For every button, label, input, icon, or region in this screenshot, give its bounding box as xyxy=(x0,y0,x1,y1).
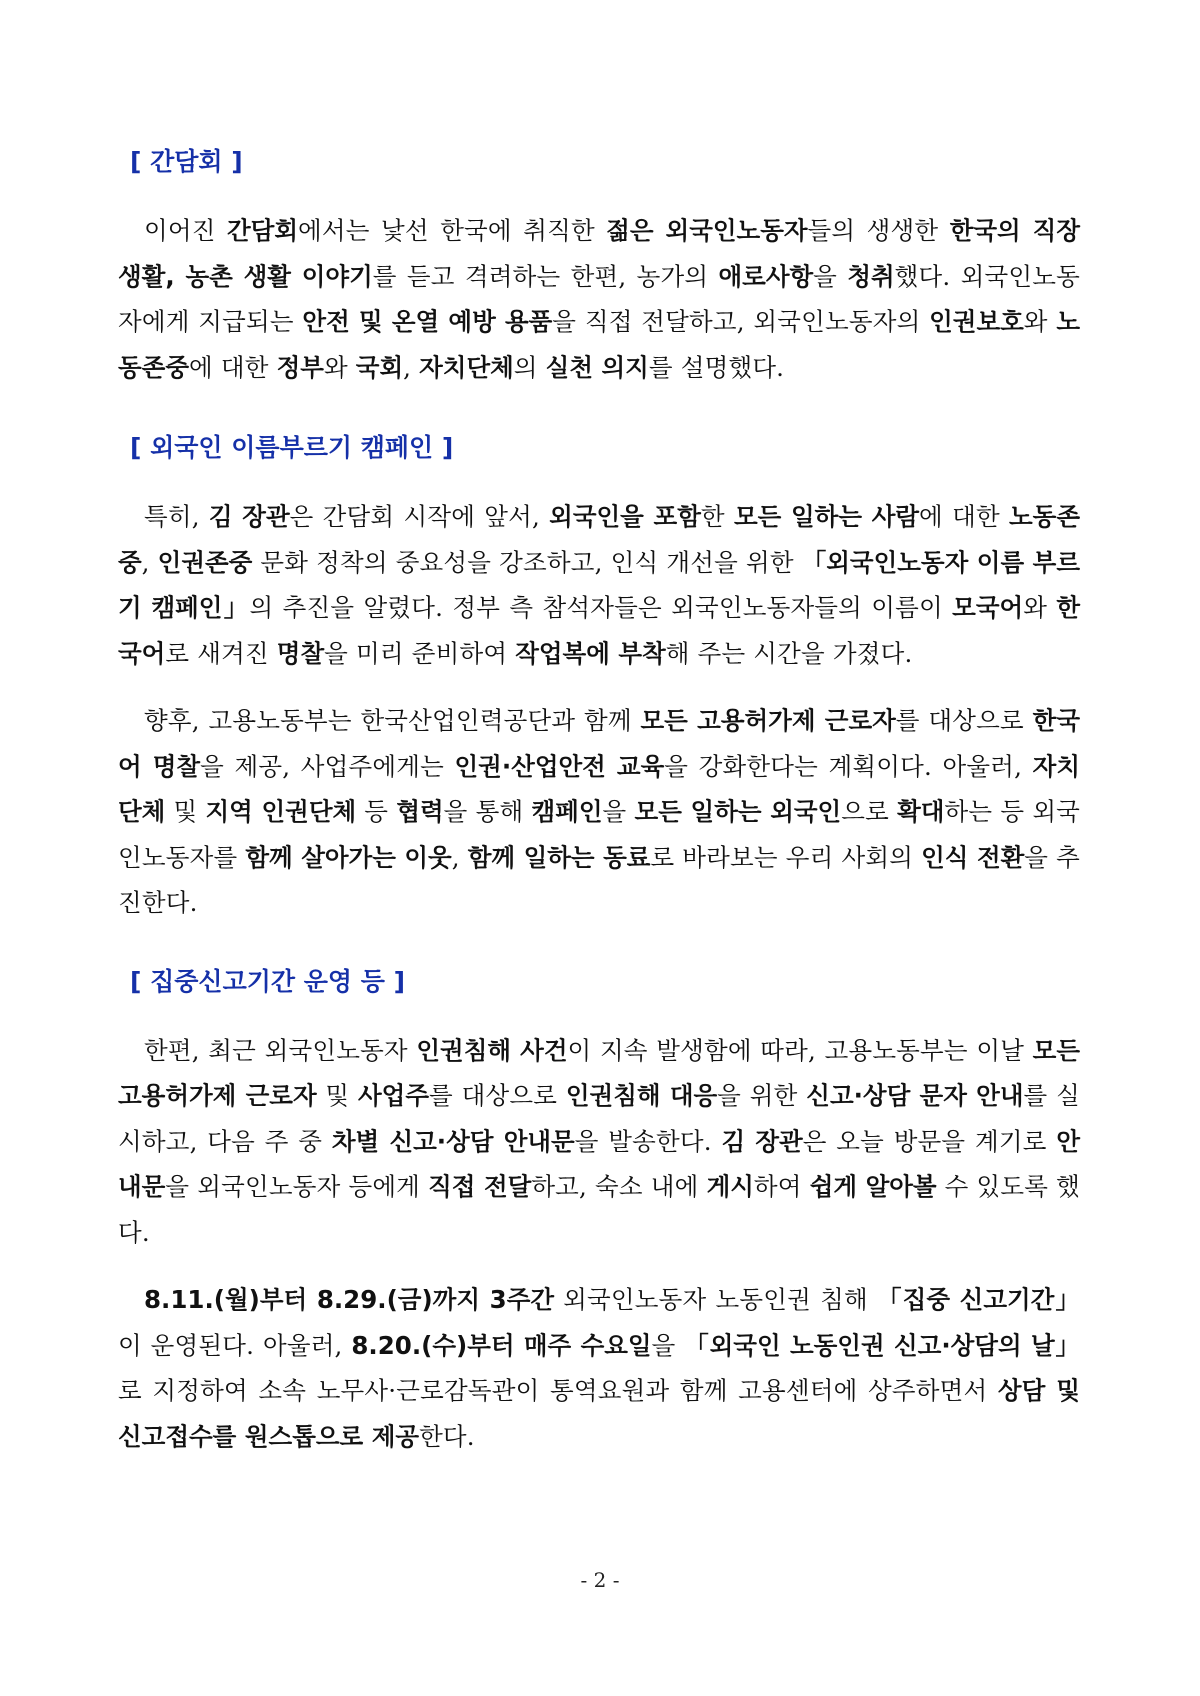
bold-text-run: 한국의 직장 생활, 농촌 생활 이야기 xyxy=(118,216,1080,291)
bold-text-run: 인권침해 사건 xyxy=(416,1035,568,1065)
text-run: 을 발송한다. xyxy=(574,1126,722,1156)
text-run: 와 xyxy=(1023,593,1057,622)
bold-text-run: 캠페인 xyxy=(531,797,603,826)
bold-text-run: 애로사항 xyxy=(718,261,814,291)
bold-text-run: 직접 전달 xyxy=(428,1172,532,1201)
bold-text-run: 한국어 명찰 xyxy=(118,706,1080,781)
bold-text-run: 함께 일하는 동료 xyxy=(467,842,651,872)
text-run: 를 실시하고, 다음 주 중 xyxy=(118,1081,1081,1156)
text-run: 등 xyxy=(356,797,397,826)
text-run: , xyxy=(451,842,468,872)
text-run: 를 설명했다. xyxy=(648,352,785,382)
section-heading-report-period: [ 집중신고기간 운영 등 ] xyxy=(130,966,406,996)
text-run: 을 외국인노동자 등에게 xyxy=(165,1172,429,1201)
paragraph-campaign-plan xyxy=(118,698,1080,926)
bold-text-run: 간담회 xyxy=(227,216,299,245)
bold-text-run: 자치단체 xyxy=(118,751,1081,826)
bold-text-run: 8.20.(수)부터 매주 수요일 xyxy=(351,1330,652,1360)
text-run: 향후, 고용노동부는 한국산업인력공단과 함께 xyxy=(144,706,641,735)
bold-text-run: 김 장관 xyxy=(208,502,290,531)
bold-text-run: 젊은 외국인노동자 xyxy=(606,216,808,245)
text-run: 을 통해 xyxy=(443,797,532,826)
paragraph-report-notice xyxy=(118,1028,1080,1256)
bold-text-run: 정부 xyxy=(276,352,324,382)
text-run: 의 추진을 알렸다. 정부 측 참석자들은 외국인노동자들의 이름이 xyxy=(249,593,953,622)
bold-text-run: 「외국인 노동인권 신고·상담의 날」 xyxy=(684,1330,1081,1360)
text-run: 을 xyxy=(602,797,635,826)
paragraph-report-period xyxy=(118,1277,1080,1459)
paragraph-campaign-intro xyxy=(118,494,1080,676)
text-run: 한다. xyxy=(419,1421,475,1451)
bold-text-run: 인권존중 xyxy=(157,547,253,577)
bold-text-run: 「외국인노동자 이름 부르기 캠페인」 xyxy=(118,547,1080,622)
bold-text-run: 안전 및 온열 예방 용품 xyxy=(302,307,553,336)
text-run: 하여 xyxy=(753,1172,810,1201)
paragraph-meeting xyxy=(118,208,1080,390)
text-run: 특히, xyxy=(144,502,209,531)
bold-text-run: 쉽게 알아볼 xyxy=(809,1172,937,1201)
bold-text-run: 모든 일하는 사람 xyxy=(733,502,920,531)
bold-text-run: 신고·상담 문자 안내 xyxy=(806,1081,1024,1110)
text-run: 하는 등 외국인노동자를 xyxy=(118,797,1081,872)
bold-text-run: 자치단체 xyxy=(419,352,514,382)
bold-text-run: 한국어 xyxy=(118,593,1080,668)
bold-text-run: 모든 고용허가제 근로자 xyxy=(640,706,896,735)
text-run: 이어진 xyxy=(144,216,228,245)
text-run: 은 간담회 시작에 앞서, xyxy=(289,502,550,531)
text-run: 을 강화한다는 계획이다. 아울러, xyxy=(664,751,1033,781)
text-run: , xyxy=(141,547,158,577)
bold-text-run: 「집중 신고기간」 xyxy=(877,1285,1080,1314)
text-run: 을 추진한다. xyxy=(118,842,1081,917)
text-run: 에 대한 xyxy=(189,352,277,382)
text-run: 을 직접 전달하고, 외국인노동자의 xyxy=(552,307,930,336)
text-run: 한편, 최근 외국인노동자 xyxy=(144,1035,417,1065)
bold-text-run: 사업주 xyxy=(358,1081,430,1110)
bold-text-run: 노동존중 xyxy=(118,307,1081,382)
bold-text-run: 지역 인권단체 xyxy=(205,797,357,826)
text-run: 했다. 외국인노동자에게 지급되는 xyxy=(118,261,1080,336)
text-run: 외국인노동자 노동인권 침해 xyxy=(554,1285,878,1314)
text-run: 를 대상으로 xyxy=(429,1081,566,1110)
text-run: 와 xyxy=(323,352,356,382)
text-run: 문화 정착의 중요성을 강조하고, 인식 개선을 위한 xyxy=(252,547,802,577)
text-run: 한 xyxy=(700,502,734,531)
bold-text-run: 확대 xyxy=(897,797,945,826)
bold-text-run: 청취 xyxy=(847,261,895,291)
text-run: 를 대상으로 xyxy=(895,706,1033,735)
bold-text-run: 협력 xyxy=(396,797,444,826)
text-run: 들의 생생한 xyxy=(807,216,950,245)
text-run: 을 제공, 사업주에게는 xyxy=(200,751,455,781)
text-run: 및 xyxy=(316,1081,359,1110)
text-run: 수 있도록 했다. xyxy=(118,1172,1080,1247)
bold-text-run: 상담 및 신고접수를 원스톱으로 제공 xyxy=(118,1376,1081,1451)
bold-text-run: 명찰 xyxy=(276,638,325,668)
bold-text-run: 국회 xyxy=(355,352,404,382)
bold-text-run: 함께 살아가는 이웃 xyxy=(245,842,452,872)
bold-text-run: 인권침해 대응 xyxy=(565,1081,718,1110)
bold-text-run: 외국인을 포함 xyxy=(549,502,701,531)
text-run: 로 새겨진 xyxy=(165,638,277,668)
bold-text-run: 차별 신고·상담 안내문 xyxy=(331,1126,575,1156)
bold-text-run: 모든 일하는 외국인 xyxy=(634,797,842,826)
text-run: 로 지정하여 소속 노무사·근로감독관이 통역요원과 함께 고용센터에 상주하면서 xyxy=(118,1376,998,1405)
bold-text-run: 인권·산업안전 교육 xyxy=(454,751,665,781)
text-run: 를 듣고 격려하는 한편, 농가의 xyxy=(372,261,719,291)
bold-text-run: 노동존중 xyxy=(118,502,1081,577)
text-run: 하고, 숙소 내에 xyxy=(531,1172,707,1201)
bold-text-run: 인식 전환 xyxy=(921,842,1025,872)
text-run: 로 바라보는 우리 사회의 xyxy=(650,842,922,872)
bold-text-run: 8.11.(월)부터 8.29.(금)까지 3주간 xyxy=(144,1285,555,1314)
document-body xyxy=(118,142,1080,1459)
text-run: , xyxy=(403,352,420,382)
text-run: 에 대한 xyxy=(919,502,1010,531)
page-number: - 2 - xyxy=(580,1568,620,1592)
bold-text-run: 김 장관 xyxy=(721,1126,803,1156)
text-run: 해 주는 시간을 가졌다. xyxy=(665,638,913,668)
text-run: 의 xyxy=(513,352,546,382)
bold-text-run: 안내문 xyxy=(118,1126,1080,1201)
text-run: 을 위한 xyxy=(717,1081,807,1110)
bold-text-run: 작업복에 부착 xyxy=(515,638,666,668)
text-run: 으로 xyxy=(841,797,898,826)
text-run: 와 xyxy=(1023,307,1057,336)
bold-text-run: 게시 xyxy=(706,1172,754,1201)
text-run: 을 xyxy=(813,261,848,291)
text-run: 에서는 낯선 한국에 취직한 xyxy=(298,216,607,245)
bold-text-run: 모든 고용허가제 근로자 xyxy=(118,1035,1081,1110)
text-run: 은 오늘 방문을 계기로 xyxy=(802,1126,1057,1156)
text-run: 을 미리 준비하여 xyxy=(324,638,516,668)
bold-text-run: 모국어 xyxy=(952,593,1024,622)
text-run: 을 xyxy=(651,1330,685,1360)
section-heading-name-campaign: [ 외국인 이름부르기 캠페인 ] xyxy=(130,433,454,462)
text-run: 및 xyxy=(165,797,206,826)
text-run: 이 운영된다. 아울러, xyxy=(118,1330,352,1360)
text-run: 이 지속 발생함에 따라, 고용노동부는 이날 xyxy=(567,1035,1033,1065)
section-heading-meeting: [ 간담회 ] xyxy=(130,147,243,176)
bold-text-run: 실천 의지 xyxy=(545,352,649,382)
bold-text-run: 인권보호 xyxy=(929,307,1024,336)
